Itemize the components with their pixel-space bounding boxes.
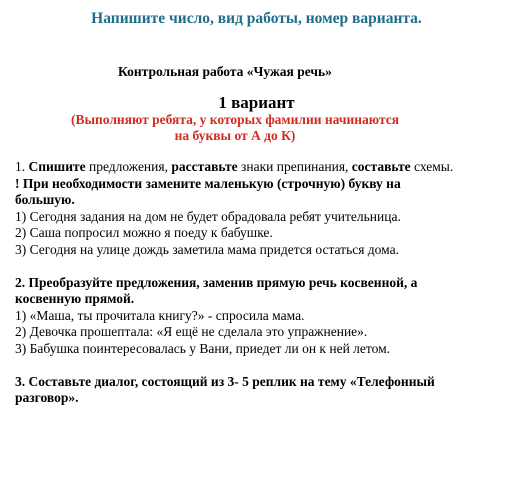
tasks-content xyxy=(15,159,505,407)
variant-note-line-1: (Выполняют ребята, у которых фамилии начинаются xyxy=(70,112,400,127)
task-1-text-2: знаки препинания, xyxy=(237,159,352,174)
task-1-verb-compose: составьте xyxy=(351,159,411,174)
task-2-item-1: 1) «Маша, ты прочитала книгу?» - спросила мама. xyxy=(15,307,305,323)
spacer xyxy=(15,258,505,275)
task-1-item-3: 3) Сегодня на улице дождь заметила мама придется остаться дома. xyxy=(15,241,399,257)
variant-heading: 1 вариант xyxy=(218,93,295,112)
task-2-heading-line-2: косвенную прямой. xyxy=(15,291,135,306)
variant-note-line-2: на буквы от А до К) xyxy=(174,127,296,143)
task-1-item-1: 1) Сегодня задания на дом не будет обрадовала ребят учительница. xyxy=(15,208,401,224)
task-1-number: 1. xyxy=(15,159,29,174)
task-1-item-2: 2) Саша попросил можно я поеду к бабушке. xyxy=(15,225,273,240)
task-1-verb-punctuate: расставьте xyxy=(171,159,238,174)
variant-note xyxy=(0,112,470,143)
task-1-text-3: схемы. xyxy=(410,159,454,174)
task-3-heading-line-2: разговор». xyxy=(15,390,79,405)
task-2-item-2: 2) Девочка прошептала: «Я ещё не сделала это упражнение». xyxy=(15,324,368,339)
task-3-heading-line-1: 3. Составьте диалог, состоящий из 3- 5 реплик на тему «Телефонный xyxy=(15,373,435,389)
spacer xyxy=(15,357,505,374)
task-1-instruction xyxy=(15,159,505,176)
task-1-verb-copy: Спишите xyxy=(28,159,86,174)
instruction-heading: Напишите число, вид работы, номер варианта. xyxy=(91,10,422,27)
task-2-heading-line-1: 2. Преобразуйте предложения, заменив прямую речь косвенной, а xyxy=(15,274,418,290)
task-1-note-line-2: большую. xyxy=(15,192,75,207)
task-1-text-1: предложения, xyxy=(85,159,172,174)
document-title: Контрольная работа «Чужая речь» xyxy=(118,64,332,79)
task-1-note-line-1: ! При необходимости замените маленькую (строчную) букву на xyxy=(15,175,401,191)
task-2-item-3: 3) Бабушка поинтересовалась у Вани, приедет ли он к ней летом. xyxy=(15,340,391,356)
